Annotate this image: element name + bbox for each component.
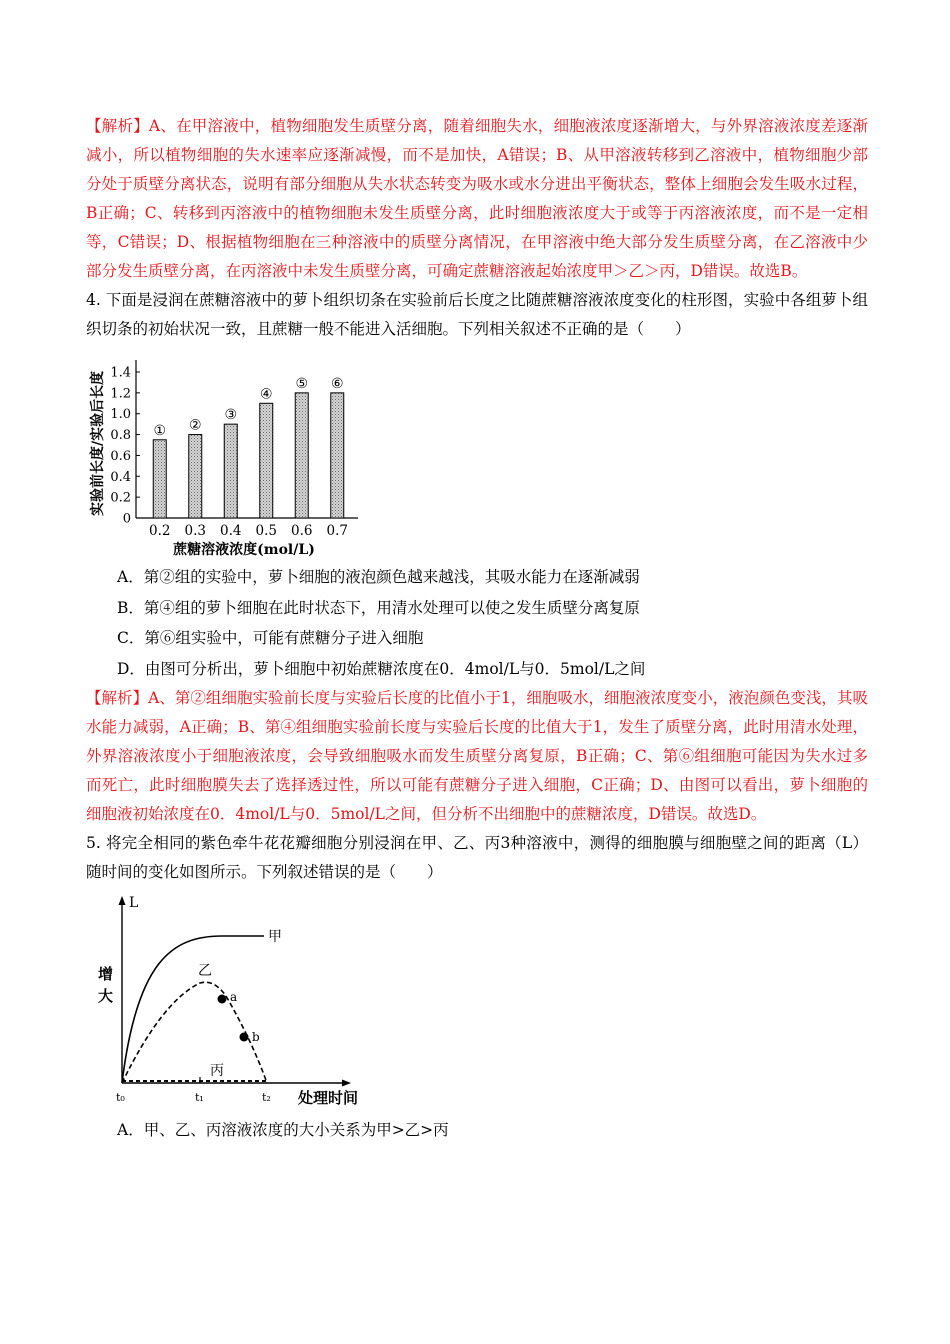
bar-label: ④ [259,386,273,403]
analysis-text: A、第②组细胞实验前长度与实验后长度的比值小于1，细胞吸水，细胞液浓度变小，液泡颜色变浅，其吸水能力减弱，A正确；B、第④组细胞实验前长度与实验后长度的比值大于1，发生了质壁分离，此时用清水处理，外界溶液浓度小于细胞液浓度，会导致细胞吸水而发生质壁分离复原，B正确；C、第⑥组细胞可能因为失水过多而死亡，此时细胞膜失去了选择透过性，所以可能有蔗糖分子进入细胞，C正确；D、由图可以看出，萝卜细胞的细胞液初始浓度在0．4mol/L与0．5mol/L之间，但分析不出细胞中的蔗糖浓度，D错误。故选D。 [86,689,868,823]
bar [189,435,202,518]
y-axis-label: 实验前长度/实验后长度 [90,370,106,516]
curve-yi-label: 乙 [198,963,212,979]
y-tick-label: 1.0 [110,407,131,423]
y-tick-label: 0.2 [110,490,131,506]
q4-option-c: C．第⑥组实验中，可能有蔗糖分子进入细胞 [117,629,424,647]
bar-chart [86,348,376,560]
y-axis-arrow [119,896,126,905]
x-tick-label: 0.5 [255,523,277,539]
y-tick-label: 0.4 [110,469,131,485]
t0-label: t₀ [116,1091,125,1104]
question-5-stem: 5. 将完全相同的紫色牵牛花花瓣细胞分别浸润在甲、乙、丙3种溶液中，测得的细胞膜与细胞壁之间的距离（L）随时间的变化如图所示。下列叙述错误的是（ ） [86,834,868,881]
curve-yi [122,982,267,1083]
y-tick-label: 1.2 [110,386,131,402]
analysis-tag: 【解析】 [86,689,149,707]
y-tick-label: 0.6 [110,448,131,464]
x-tick-label: 0.6 [291,523,313,539]
point-a-label: a [230,990,238,1004]
point-b-label: b [252,1030,260,1044]
analysis-tag: 【解析】 [86,117,149,135]
bar [224,424,237,518]
bar [260,403,273,518]
curve-bing-label: 丙 [210,1063,224,1079]
y-tick-label: 0 [122,511,131,527]
bar [331,393,344,518]
t2-label: t₂ [262,1091,271,1104]
point-a [218,995,227,1004]
q4-option-d: D．由图可分析出，萝卜细胞中初始蔗糖浓度在0．4mol/L与0．5mol/L之间 [117,659,646,678]
y-axis-label-2: 大 [98,987,114,1005]
y-tick-label: 0.8 [110,428,131,444]
x-tick-label: 0.3 [184,523,206,539]
bar [295,393,308,518]
x-axis-arrow [342,1080,351,1087]
question-4-stem: 4. 下面是浸润在蔗糖溶液中的萝卜组织切条在实验前后长度之比随蔗糖溶液浓度变化的柱形图，实验中各组萝卜组织切条的初始状况一致，且蔗糖一般不能进入活细胞。下列相关叙述不正确的是（ ） [86,291,868,338]
y-axis-label-1: 增 [98,965,114,983]
bar-label: ② [188,417,202,434]
bar-label: ① [153,422,167,439]
x-tick-label: 0.7 [326,523,348,539]
distance-time-figure [92,891,382,1113]
q5-option-a: A．甲、乙、丙溶液浓度的大小关系为甲>乙>丙 [117,1121,449,1139]
q4-option-b: B．第④组的萝卜细胞在此时状态下，用清水处理可以使之发生质壁分离复原 [117,598,640,617]
curve-jia [122,936,264,1083]
bar [153,440,166,518]
y-tick-label: 1.4 [110,365,131,381]
q4-option-a: A．第②组的实验中，萝卜细胞的液泡颜色越来越浅，其吸水能力在逐渐减弱 [117,568,640,586]
t1-label: t₁ [195,1091,204,1104]
analysis-4 [86,684,868,829]
analysis-text: A、在甲溶液中，植物细胞发生质壁分离，随着细胞失水，细胞液浓度逐渐增大，与外界溶液浓度差逐渐减小，所以植物细胞的失水速率应逐渐减慢，而不是加快，A错误；B、从甲溶液转移到乙溶液中，植物细胞少部分处于质壁分离状态，说明有部分细胞从失水状态转变为吸水或水分进出平衡状态，整体上细胞会发生吸水过程，B正确；C、转移到丙溶液中的植物细胞未发生质壁分离，此时细胞液浓度大于或等于丙溶液浓度，而不是一定相等，C错误；D、根据植物细胞在三种溶液中的质壁分离情况，在甲溶液中绝大部分发生质壁分离，在乙溶液中少部分发生质壁分离，在丙溶液中未发生质壁分离，可确定蔗糖溶液起始浓度甲＞乙＞丙，D错误。故选B。 [86,117,868,280]
x-axis-label: 蔗糖溶液浓度(mol/L) [173,542,315,558]
analysis-3 [86,112,868,286]
y-axis-title: L [129,895,139,911]
curve-jia-label: 甲 [268,929,282,945]
bar-label: ⑥ [330,375,344,392]
document-page [86,112,868,1146]
x-tick-label: 0.2 [149,523,171,539]
x-axis-title: 处理时间 [298,1089,359,1107]
bar-label: ⑤ [295,375,309,392]
point-b [240,1033,249,1042]
x-tick-label: 0.4 [220,523,242,539]
bar-label: ③ [224,407,238,424]
